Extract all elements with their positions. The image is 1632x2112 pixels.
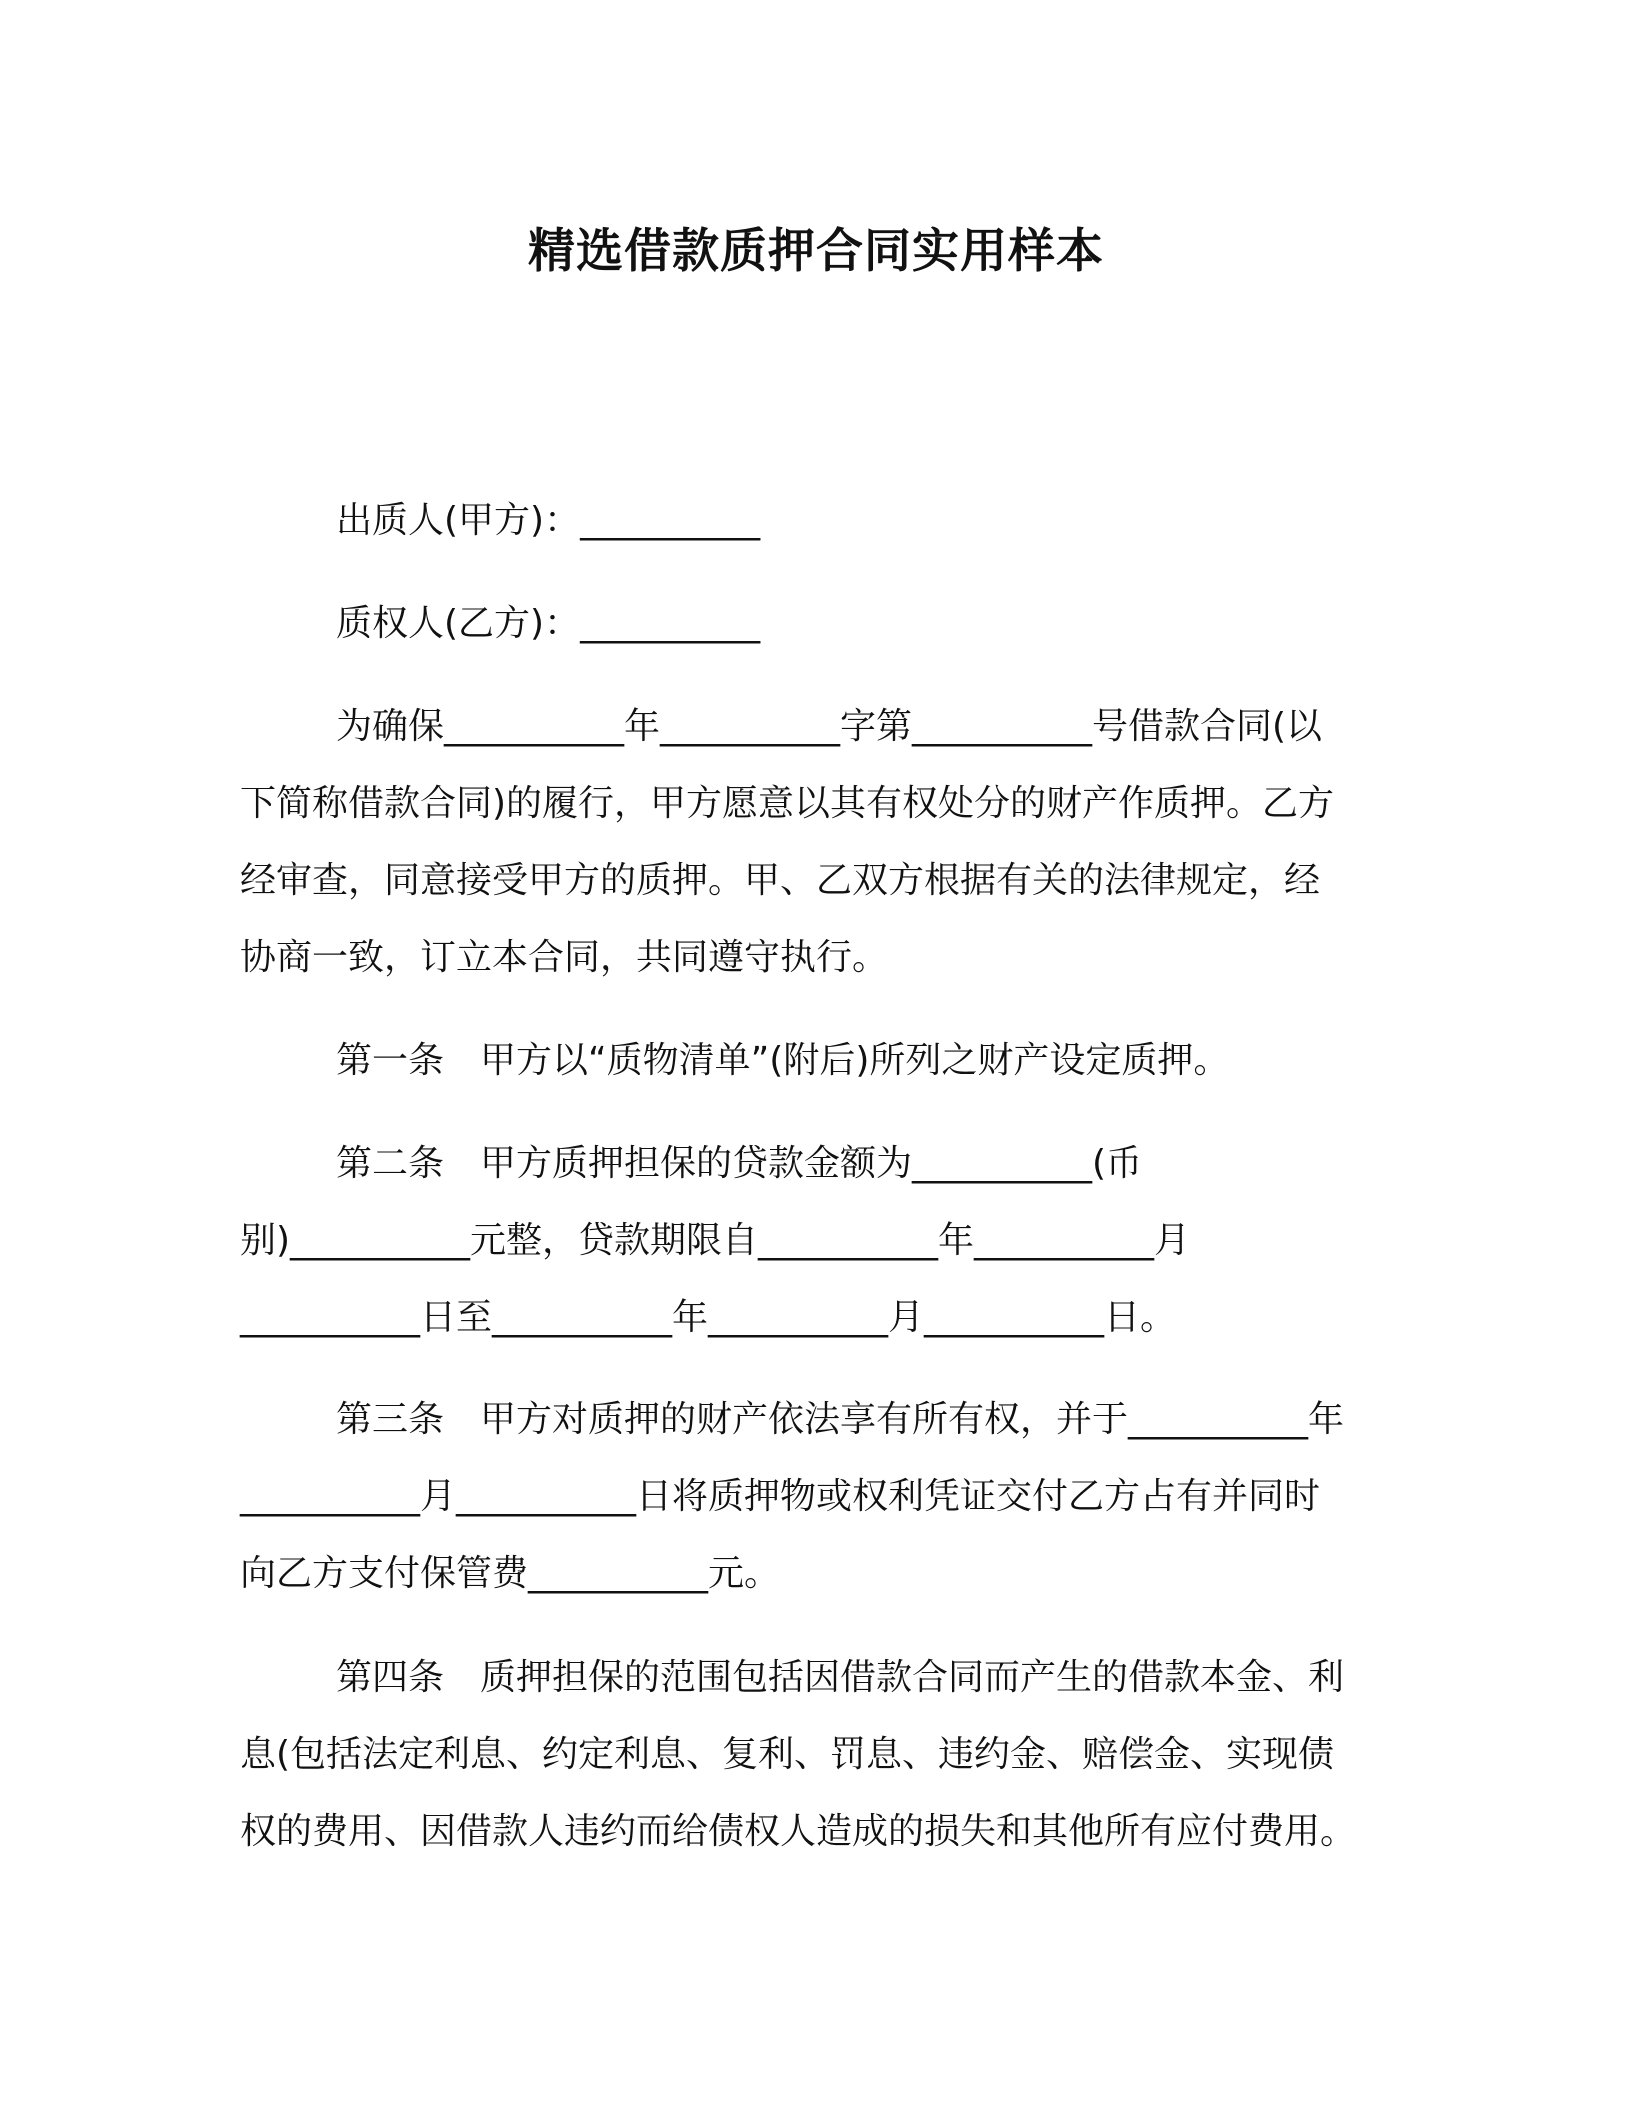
paragraph-line: 为确保__________年__________字第__________号借款合同(以: [336, 706, 1323, 747]
paragraph-line: __________日至__________年__________月__________日。: [240, 1297, 1176, 1338]
article-3: [240, 1381, 1386, 1612]
paragraph-line: 向乙方支付保管费__________元。: [240, 1553, 781, 1594]
paragraph-line: 息(包括法定利息、约定利息、复利、罚息、违约金、赔偿金、实现债: [240, 1734, 1335, 1775]
preamble-paragraph: [240, 688, 1386, 996]
paragraph-line: 权的费用、因借款人违约而给债权人造成的损失和其他所有应付费用。: [240, 1811, 1357, 1852]
article-1: [240, 1022, 1386, 1099]
paragraph-line: 第三条 甲方对质押的财产依法享有所有权，并于__________年: [336, 1399, 1345, 1440]
paragraph-line: 第二条 甲方质押担保的贷款金额为__________(币: [336, 1143, 1143, 1184]
pledgor-text: 出质人(甲方)：__________: [336, 500, 761, 541]
paragraph-line: 经审查，同意接受甲方的质押。甲、乙双方根据有关的法律规定，经: [240, 860, 1321, 901]
article-2: [240, 1125, 1386, 1356]
paragraph-line: 第四条 质押担保的范围包括因借款合同而产生的借款本金、利: [336, 1657, 1345, 1698]
paragraph-line: 下简称借款合同)的履行，甲方愿意以其有权处分的财产作质押。乙方: [240, 783, 1335, 824]
paragraph-line: 协商一致，订立本合同，共同遵守执行。: [240, 937, 889, 978]
pledgee-text: 质权人(乙方)：__________: [336, 603, 761, 644]
pledgee-line: [240, 585, 1386, 662]
paragraph-line: 别)__________元整，贷款期限自__________年__________月: [240, 1220, 1191, 1261]
paragraph-line: __________月__________日将质押物或权利凭证交付乙方占有并同时: [240, 1476, 1321, 1517]
pledgor-line: [240, 482, 1386, 559]
paragraph-line: 第一条 甲方以“质物清单”(附后)所列之财产设定质押。: [336, 1040, 1230, 1081]
document-title: 精选借款质押合同实用样本: [528, 224, 1104, 279]
article-4: [240, 1639, 1386, 1870]
